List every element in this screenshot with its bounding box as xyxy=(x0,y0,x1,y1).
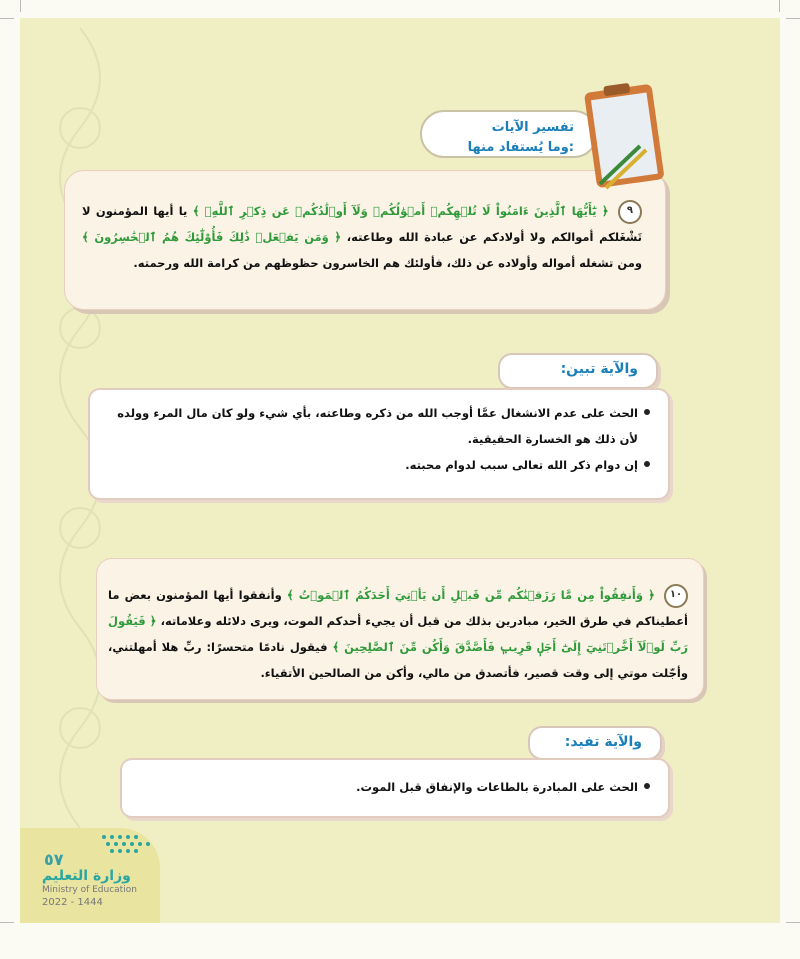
crop-mark xyxy=(0,18,14,19)
section-title xyxy=(420,110,598,158)
ministry-name-ar: وزارة التعليم xyxy=(42,868,131,884)
verse-number-badge: ٩ xyxy=(618,200,642,224)
tab-label xyxy=(498,353,658,389)
verse-number-badge: ١٠ xyxy=(664,584,688,608)
benefits-box xyxy=(120,758,670,818)
tab-label-text: والآية تفيد: xyxy=(564,734,642,750)
list-item: الحث على المبادرة بالطاعات والإنفاق قبل الموت. xyxy=(140,774,652,800)
crop-mark xyxy=(779,0,780,12)
benefits-list xyxy=(122,760,668,800)
tafsir-text: ومن تشغله أمواله وأولاده عن ذلك، فأولئك هم الخاسرون حظوظهم من كرامة الله ورحمته. xyxy=(133,256,642,270)
quran-verse: ﴿ يَٰٓأَيُّهَا ٱلَّذِينَ ءَامَنُواْ لَا تُلۡهِكُمۡ أَمۡوَٰلُكُمۡ وَلَآ أَوۡلَٰدُكُمۡ عَن ذِكۡرِ ٱللَّهِۚ ﴾ xyxy=(192,204,609,218)
lessons-list xyxy=(90,390,668,478)
tafsir-text: يا أيها المؤمنون لا تَشْغَلكم أموالكم ولا أولادكم عن عبادة الله وطاعته، xyxy=(82,204,642,244)
verse-9-paragraph xyxy=(82,198,642,276)
lessons-box xyxy=(88,388,670,500)
section-title-line2: وما يُستفاد منها: xyxy=(467,140,574,155)
clipboard-icon xyxy=(580,74,668,194)
quran-verse: ﴿ وَمَن يَفۡعَلۡ ذَٰلِكَ فَأُوْلَٰٓئِكَ هُمُ ٱلۡخَٰسِرُونَ ﴾ xyxy=(82,230,342,244)
tab-label-text: والآية تبين: xyxy=(560,361,638,377)
crop-mark xyxy=(786,18,800,19)
ministry-logo-icon xyxy=(100,833,156,855)
crop-mark xyxy=(20,0,21,12)
tab-label xyxy=(528,726,662,760)
quran-verse: ﴿ فَيَقُولَ رَبِّ لَوۡلَآ أَخَّرۡتَنِيٓ إِلَىٰٓ أَجَلٖ قَرِيبٖ فَأَصَّدَّقَ وَأَكُن مِّنَ ٱلصَّٰلِحِينَ ﴾ xyxy=(108,614,688,654)
list-item: إن دوام ذكر الله تعالى سبب لدوام محبته. xyxy=(108,452,652,478)
page-number: ٥٧ xyxy=(44,850,64,869)
list-item: الحث على عدم الانشغال عمَّا أوجب الله من ذكره وطاعته، بأي شيء ولو كان مال المرء وولده لأن ذلك هو الخسارة الحقيقية. xyxy=(108,400,652,452)
quran-verse: ﴿ وَأَنفِقُواْ مِن مَّا رَزَقۡنَٰكُم مِّن قَبۡلِ أَن يَأۡتِيَ أَحَدَكُمُ ٱلۡمَوۡتُ ﴾ xyxy=(286,588,655,602)
section-title-line1: تفسير الآيات xyxy=(491,120,574,135)
tafsir-text: فيقول نادمًا متحسرًا: ربِّ هلا أمهلتني، وأجّلت موتي إلى وقت قصير، فأتصدق من مالي، وأكن من الصالحين الأتقياء. xyxy=(108,640,688,680)
crop-mark xyxy=(786,922,800,923)
verse-10-paragraph xyxy=(108,582,688,686)
crop-mark xyxy=(0,922,14,923)
edition-year: 2022 - 1444 xyxy=(42,897,103,908)
ministry-name-en: Ministry of Education xyxy=(42,885,137,895)
tafsir-text: وأنفقوا أيها المؤمنون بعض ما أعطيناكم في طرق الخير، مبادرين بذلك من قبل أن يجيء أحدكم الموت، ويرى دلائله وعلاماته، xyxy=(108,588,688,628)
